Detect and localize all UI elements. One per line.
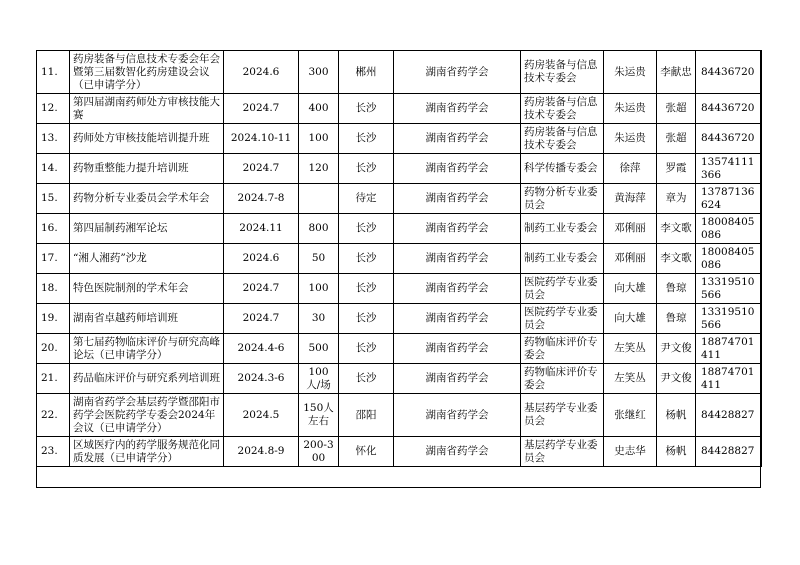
contact-phone: 84436720 [696,94,762,124]
activity-place: 长沙 [339,214,394,244]
table-row [37,394,762,437]
attendee-count: 120 [299,154,339,184]
responsible-committee: 科学传播专委会 [521,154,604,184]
person-in-charge: 向大雄 [604,274,657,304]
activity-name: 药品临床评价与研究系列培训班 [70,364,224,394]
host-organization: 湖南省药学会 [394,437,521,467]
activity-name: 湖南省药学会基层药学暨邵阳市药学会医院药学专委会2024年会议（已申请学分） [70,394,224,437]
host-organization: 湖南省药学会 [394,184,521,214]
table-row [37,437,762,467]
activity-date: 2024.5 [224,394,299,437]
host-organization: 湖南省药学会 [394,154,521,184]
activity-date: 2024.11 [224,214,299,244]
row-number: 22. [37,394,70,437]
activity-date: 2024.6 [224,51,299,94]
contact-person: 杨帆 [657,437,696,467]
activity-date: 2024.7-8 [224,184,299,214]
activity-name: 湖南省卓越药师培训班 [70,304,224,334]
attendee-count: 100 [299,124,339,154]
responsible-committee: 医院药学专业委员会 [521,304,604,334]
activity-date: 2024.3-6 [224,364,299,394]
activity-place: 郴州 [339,51,394,94]
table-row [37,51,762,94]
contact-person: 尹文俊 [657,364,696,394]
table-row [37,184,762,214]
contact-person: 鲁琼 [657,304,696,334]
attendee-count: 150人左右 [299,394,339,437]
attendee-count: 500 [299,334,339,364]
activity-place: 长沙 [339,94,394,124]
responsible-committee: 药物分析专业委员会 [521,184,604,214]
person-in-charge: 邓俐丽 [604,214,657,244]
row-number: 11. [37,51,70,94]
host-organization: 湖南省药学会 [394,124,521,154]
responsible-committee: 药房装备与信息技术专委会 [521,124,604,154]
row-number: 12. [37,94,70,124]
contact-phone: 84436720 [696,51,762,94]
activity-name: “湘人湘药”沙龙 [70,244,224,274]
row-number: 14. [37,154,70,184]
contact-phone: 13319510566 [696,274,762,304]
contact-phone: 13574111366 [696,154,762,184]
person-in-charge: 史志华 [604,437,657,467]
activity-name: 药师处方审核技能培训提升班 [70,124,224,154]
person-in-charge: 朱运贵 [604,124,657,154]
contact-person: 杨帆 [657,394,696,437]
attendee-count [299,184,339,214]
row-number: 20. [37,334,70,364]
attendee-count: 400 [299,94,339,124]
row-number: 23. [37,437,70,467]
contact-person: 李献忠 [657,51,696,94]
activity-date: 2024.8-9 [224,437,299,467]
host-organization: 湖南省药学会 [394,51,521,94]
activity-place: 长沙 [339,334,394,364]
contact-phone: 13319510566 [696,304,762,334]
activity-place: 长沙 [339,304,394,334]
activity-date: 2024.4-6 [224,334,299,364]
row-number: 17. [37,244,70,274]
person-in-charge: 朱运贵 [604,94,657,124]
activity-date: 2024.7 [224,94,299,124]
activity-table [36,50,762,467]
host-organization: 湖南省药学会 [394,334,521,364]
person-in-charge: 张继红 [604,394,657,437]
activity-date: 2024.10-11 [224,124,299,154]
activity-name: 第四届湖南药师处方审核技能大赛 [70,94,224,124]
contact-person: 李文歌 [657,244,696,274]
attendee-count: 100人/场 [299,364,339,394]
activity-place: 长沙 [339,154,394,184]
attendee-count: 800 [299,214,339,244]
activity-date: 2024.7 [224,304,299,334]
table-row [37,94,762,124]
responsible-committee: 基层药学专业委员会 [521,437,604,467]
host-organization: 湖南省药学会 [394,244,521,274]
attendee-count: 200-300 [299,437,339,467]
contact-person: 尹文俊 [657,334,696,364]
activity-place: 长沙 [339,244,394,274]
activity-place: 长沙 [339,124,394,154]
attendee-count: 100 [299,274,339,304]
responsible-committee: 药物临床评价专委会 [521,334,604,364]
person-in-charge: 朱运贵 [604,51,657,94]
activity-place: 长沙 [339,274,394,304]
activity-place: 待定 [339,184,394,214]
activity-date: 2024.7 [224,154,299,184]
attendee-count: 50 [299,244,339,274]
activity-date: 2024.7 [224,274,299,304]
contact-phone: 18874701411 [696,334,762,364]
responsible-committee: 药房装备与信息技术专委会 [521,51,604,94]
activity-place: 长沙 [339,364,394,394]
activity-date: 2024.6 [224,244,299,274]
person-in-charge: 黄海萍 [604,184,657,214]
host-organization: 湖南省药学会 [394,364,521,394]
activity-name: 第四届制药湘军论坛 [70,214,224,244]
person-in-charge: 徐萍 [604,154,657,184]
responsible-committee: 药物临床评价专委会 [521,364,604,394]
host-organization: 湖南省药学会 [394,214,521,244]
person-in-charge: 向大雄 [604,304,657,334]
contact-phone: 13787136624 [696,184,762,214]
row-number: 16. [37,214,70,244]
table-row [37,154,762,184]
table-row [37,274,762,304]
activity-name: 第七届药物临床评价与研究高峰论坛（已申请学分） [70,334,224,364]
responsible-committee: 制药工业专委会 [521,244,604,274]
activity-name: 药物重整能力提升培训班 [70,154,224,184]
activity-name: 药房装备与信息技术专委会年会暨第三届数智化药房建设会议（已申请学分） [70,51,224,94]
contact-person: 鲁琼 [657,274,696,304]
contact-phone: 84428827 [696,437,762,467]
responsible-committee: 医院药学专业委员会 [521,274,604,304]
contact-phone: 18008405086 [696,244,762,274]
table-row [37,364,762,394]
contact-person: 章为 [657,184,696,214]
row-number: 19. [37,304,70,334]
table-row [37,244,762,274]
activity-place: 邵阳 [339,394,394,437]
table-row [37,334,762,364]
responsible-committee: 基层药学专业委员会 [521,394,604,437]
contact-person: 罗霞 [657,154,696,184]
row-number: 21. [37,364,70,394]
attendee-count: 300 [299,51,339,94]
responsible-committee: 制药工业专委会 [521,214,604,244]
person-in-charge: 左笑丛 [604,364,657,394]
contact-person: 张超 [657,94,696,124]
row-number: 15. [37,184,70,214]
host-organization: 湖南省药学会 [394,274,521,304]
person-in-charge: 左笑丛 [604,334,657,364]
activity-name: 区域医疗内的药学服务规范化同质发展（已申请学分） [70,437,224,467]
contact-phone: 18008405086 [696,214,762,244]
activity-name: 特色医院制剂的学术年会 [70,274,224,304]
responsible-committee: 药房装备与信息技术专委会 [521,94,604,124]
contact-phone: 18874701411 [696,364,762,394]
person-in-charge: 邓俐丽 [604,244,657,274]
activity-name: 药物分析专业委员会学术年会 [70,184,224,214]
host-organization: 湖南省药学会 [394,394,521,437]
attendee-count: 30 [299,304,339,334]
contact-phone: 84428827 [696,394,762,437]
activity-place: 怀化 [339,437,394,467]
contact-person: 张超 [657,124,696,154]
table-row [37,214,762,244]
contact-person: 李文歌 [657,214,696,244]
contact-phone: 84436720 [696,124,762,154]
row-number: 13. [37,124,70,154]
host-organization: 湖南省药学会 [394,94,521,124]
table-row [37,124,762,154]
row-number: 18. [37,274,70,304]
table-row [37,304,762,334]
host-organization: 湖南省药学会 [394,304,521,334]
